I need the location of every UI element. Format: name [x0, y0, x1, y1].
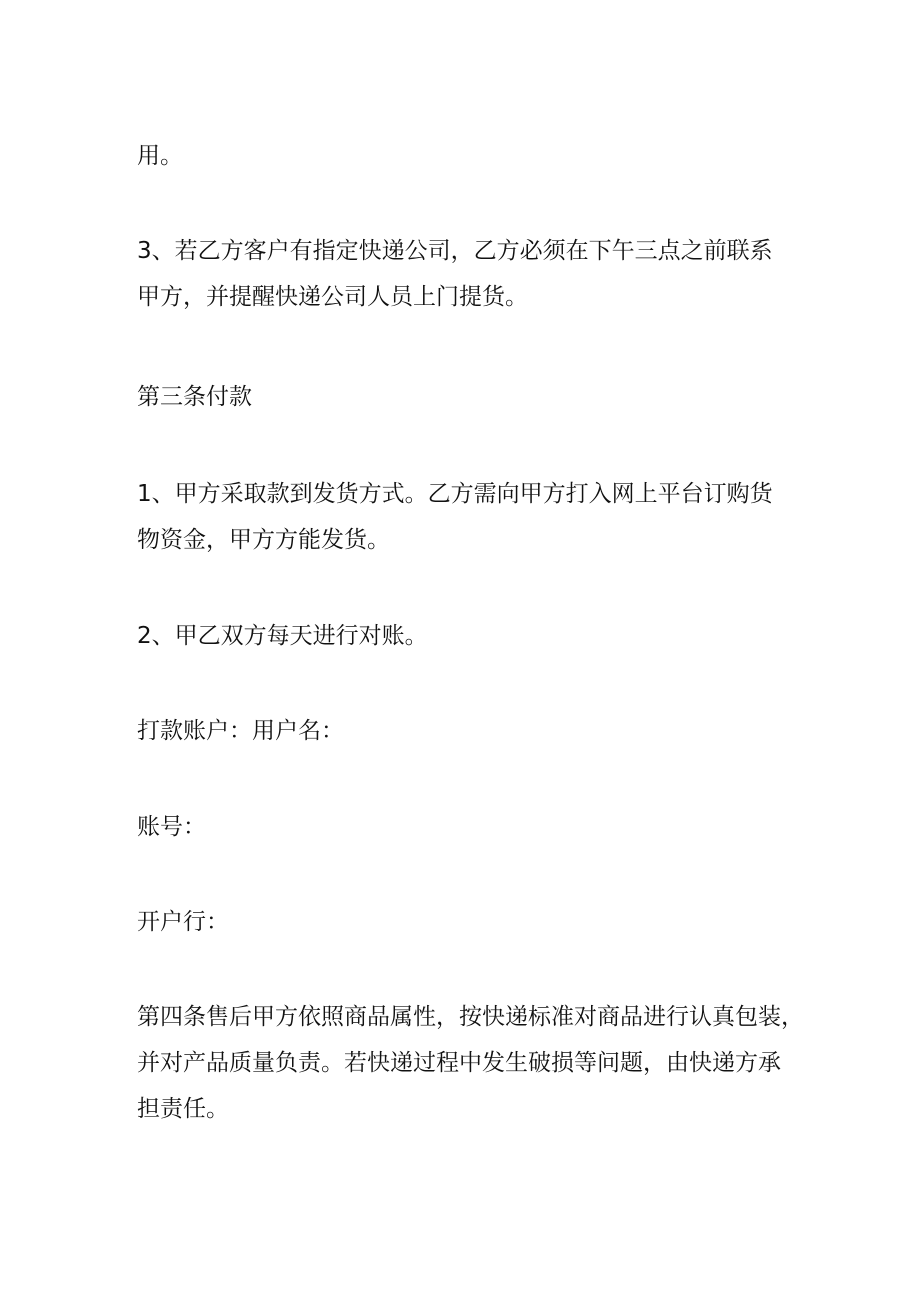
- paragraph-clause-3-courier: [137, 228, 817, 320]
- text-line: 第三条付款: [137, 384, 252, 410]
- text-line: 账号：: [137, 814, 206, 840]
- text-line: 打款账户：用户名：: [137, 718, 344, 744]
- text-line: 物资金，甲方方能发货。: [137, 527, 390, 553]
- text-line: 3、若乙方客户有指定快递公司，乙方必须在下午三点之前联系: [137, 238, 773, 264]
- paragraph-payment-1: [137, 471, 817, 563]
- text-line: 用。: [137, 143, 183, 169]
- text-line: 开户行：: [137, 909, 229, 935]
- field-account-username: [137, 708, 817, 754]
- text-line: 第四条售后甲方依照商品属性，按快递标准对商品进行认真包装，: [137, 1004, 804, 1030]
- section-after-sales: [137, 994, 817, 1132]
- text-line: 甲方，并提醒快递公司人员上门提货。: [137, 284, 528, 310]
- field-bank-branch: [137, 899, 817, 945]
- section-heading-payment: [137, 374, 817, 420]
- text-line: 1、甲方采取款到发货方式。乙方需向甲方打入网上平台订购货: [137, 481, 773, 507]
- field-account-number: [137, 804, 817, 850]
- text-line: 并对产品质量负责。若快递过程中发生破损等问题，由快递方承: [137, 1050, 781, 1076]
- text-line: 担责任。: [137, 1096, 229, 1122]
- text-line: 2、甲乙双方每天进行对账。: [137, 623, 428, 649]
- paragraph-continuation: [137, 133, 817, 179]
- paragraph-payment-2: [137, 613, 817, 659]
